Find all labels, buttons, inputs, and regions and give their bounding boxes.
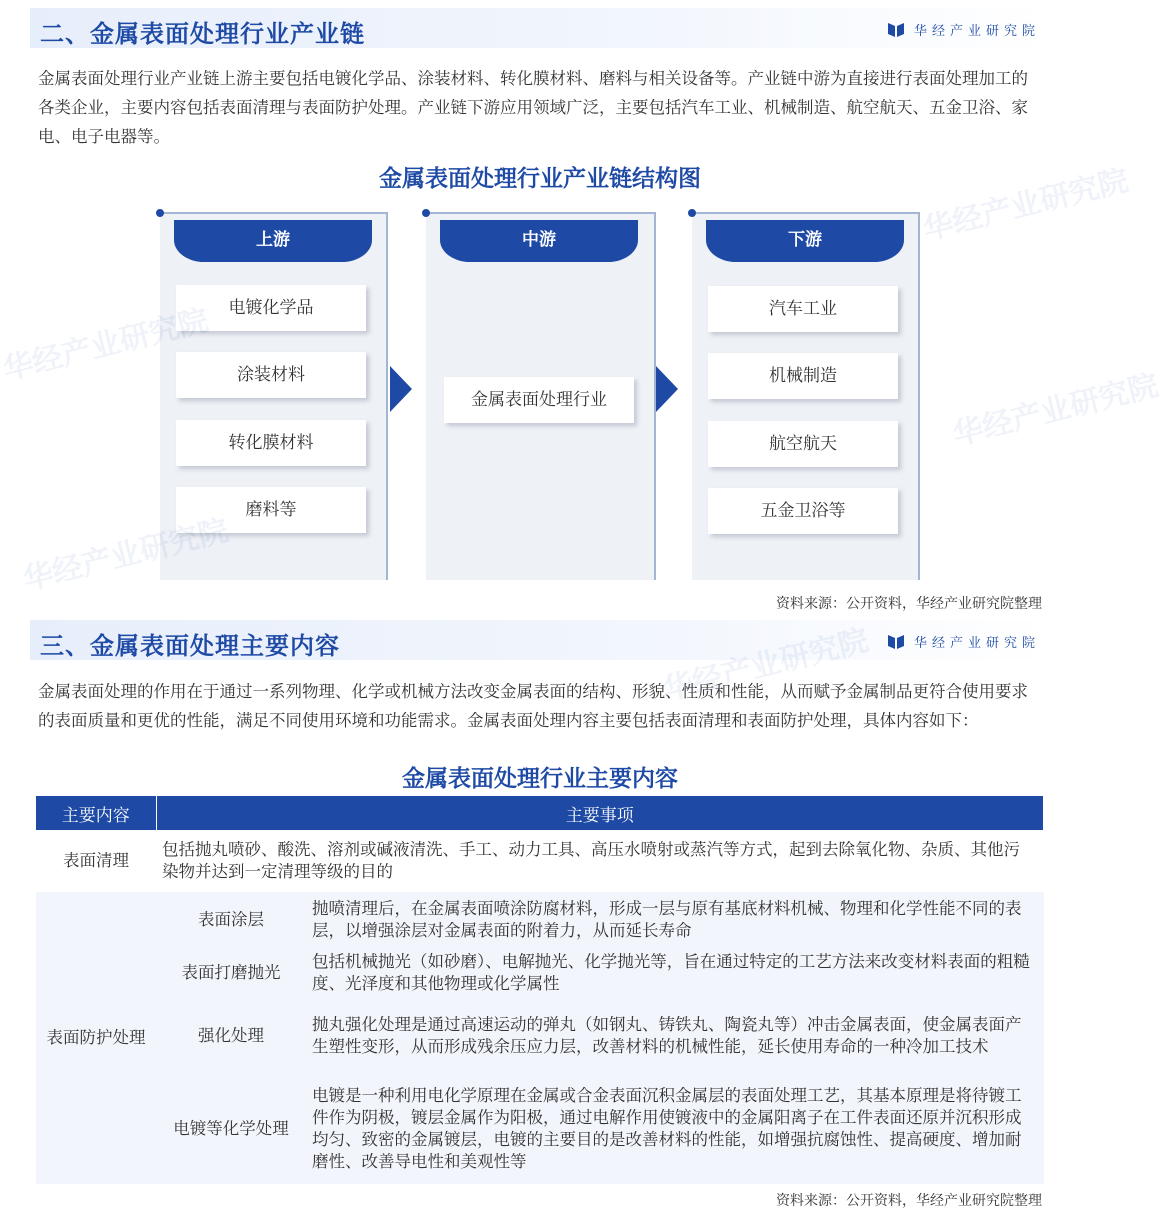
midstream-item: 金属表面处理行业: [444, 377, 634, 423]
watermark: 华经产业研究院: [919, 163, 1132, 248]
upstream-item: 磨料等: [176, 487, 366, 533]
upstream-panel: [160, 212, 388, 580]
table-header-cell: 主要事项: [156, 796, 1044, 830]
brand-logo-icon: [888, 635, 904, 649]
content-paragraph: 金属表面处理的作用在于通过一系列物理、化学或机械方法改变金属表面的结构、形貌、性质和性能，从而赋予金属制品更符合使用要求的表面质量和更优的性能，满足不同使用环境和功能需求。金属表面处理内容主要包括表面清理和表面防护处理，具体内容如下：: [38, 682, 1028, 730]
downstream-item: 航空航天: [708, 421, 898, 467]
content-table: [36, 796, 1044, 1184]
table-cell-desc: 抛喷清理后，在金属表面喷涂防腐材料，形成一层与原有基底材料机械、物理和化学性能不同的表层，以增强涂层对金属表面的附着力，从而延长寿命: [306, 892, 1044, 948]
table-cell-main: 表面清理: [63, 851, 129, 870]
table-cell-desc: 电镀是一种利用电化学原理在金属或合金表面沉积金属层的表面处理工艺，其基本原理是将待镀工件作为阴极，镀层金属作为阳极，通过电解作用使镀液中的金属阳离子在工件表面还原并沉积形成均匀、致密的金属镀层，电镀的主要目的是改善材料的性能，如增强抗腐蚀性、提高硬度、增加耐磨性、改善导电性和美观性等: [306, 1074, 1044, 1184]
midstream-tab: 中游: [440, 220, 638, 262]
upstream-item: 涂装材料: [176, 352, 366, 398]
brand-logo-icon: [888, 23, 904, 37]
table-cell-desc: 包括机械抛光（如砂磨）、电解抛光、化学抛光等，旨在通过特定的工艺方法来改变材料表面的粗糙度、光泽度和其他物理或化学属性: [306, 948, 1044, 998]
section-title: 三、金属表面处理主要内容: [40, 632, 340, 660]
intro-paragraph: 金属表面处理行业产业链上游主要包括电镀化学品、涂装材料、转化膜材料、磨料与相关设备等。产业链中游为直接进行表面处理加工的各类企业，主要内容包括表面清理与表面防护处理。产业链下游应用领域广泛，主要包括汽车工业、机械制造、航空航天、五金卫浴、家电、电子电器等。: [38, 69, 1028, 146]
downstream-panel: [692, 212, 920, 580]
source-note: 资料来源：公开资料，华经产业研究院整理: [776, 596, 1042, 612]
section-header-industry-chain: [30, 8, 1050, 48]
table-row: [36, 948, 1044, 998]
section-title: 二、金属表面处理行业产业链: [40, 20, 365, 48]
table-cell-desc: 包括抛丸喷砂、酸洗、溶剂或碱液清洗、手工、动力工具、高压水喷射或蒸汽等方式，起到去除氧化物、杂质、其他污染物并达到一定清理等级的目的: [162, 840, 1020, 881]
table-cell-sub: 表面涂层: [156, 892, 306, 948]
flow-arrow-icon: [390, 366, 412, 412]
table-cell-sub: 强化处理: [156, 998, 306, 1074]
brand-name: 华经产业研究院: [913, 636, 1040, 651]
midstream-panel: [426, 212, 656, 580]
downstream-item: 五金卫浴等: [708, 488, 898, 534]
downstream-item: 机械制造: [708, 353, 898, 399]
table-header-cell: 主要内容: [36, 796, 156, 830]
table-row: [36, 830, 1044, 892]
table-cell-main: 表面防护处理: [36, 892, 156, 1184]
upstream-tab: 上游: [174, 220, 372, 262]
watermark: 华经产业研究院: [659, 623, 872, 708]
upstream-item: 转化膜材料: [176, 420, 366, 466]
source-note: 资料来源：公开资料，华经产业研究院整理: [776, 1193, 1042, 1209]
table-row: [36, 1074, 1044, 1184]
chain-chart-title: 金属表面处理行业产业链结构图: [379, 166, 701, 192]
table-header-row: [36, 796, 1044, 830]
table-cell-sub: 表面打磨抛光: [156, 948, 306, 998]
section-header-main-content: [30, 620, 1050, 660]
upstream-item: 电镀化学品: [176, 285, 366, 331]
brand-label: [888, 20, 1040, 39]
downstream-item: 汽车工业: [708, 286, 898, 332]
table-cell-desc: 抛丸强化处理是通过高速运动的弹丸（如钢丸、铸铁丸、陶瓷丸等）冲击金属表面，使金属表面产生塑性变形，从而形成残余压应力层，改善材料的机械性能，延长使用寿命的一种冷加工技术: [306, 998, 1044, 1074]
table-title: 金属表面处理行业主要内容: [402, 766, 678, 792]
watermark: 华经产业研究院: [19, 513, 232, 598]
table-row: [36, 892, 1044, 948]
table-cell-sub: 电镀等化学处理: [156, 1074, 306, 1184]
watermark: 华经产业研究院: [0, 303, 212, 388]
table-row: [36, 998, 1044, 1074]
brand-name: 华经产业研究院: [913, 24, 1040, 39]
downstream-tab: 下游: [706, 220, 904, 262]
watermark: 华经产业研究院: [949, 368, 1162, 453]
flow-arrow-icon: [656, 366, 678, 412]
brand-label: [888, 632, 1040, 651]
